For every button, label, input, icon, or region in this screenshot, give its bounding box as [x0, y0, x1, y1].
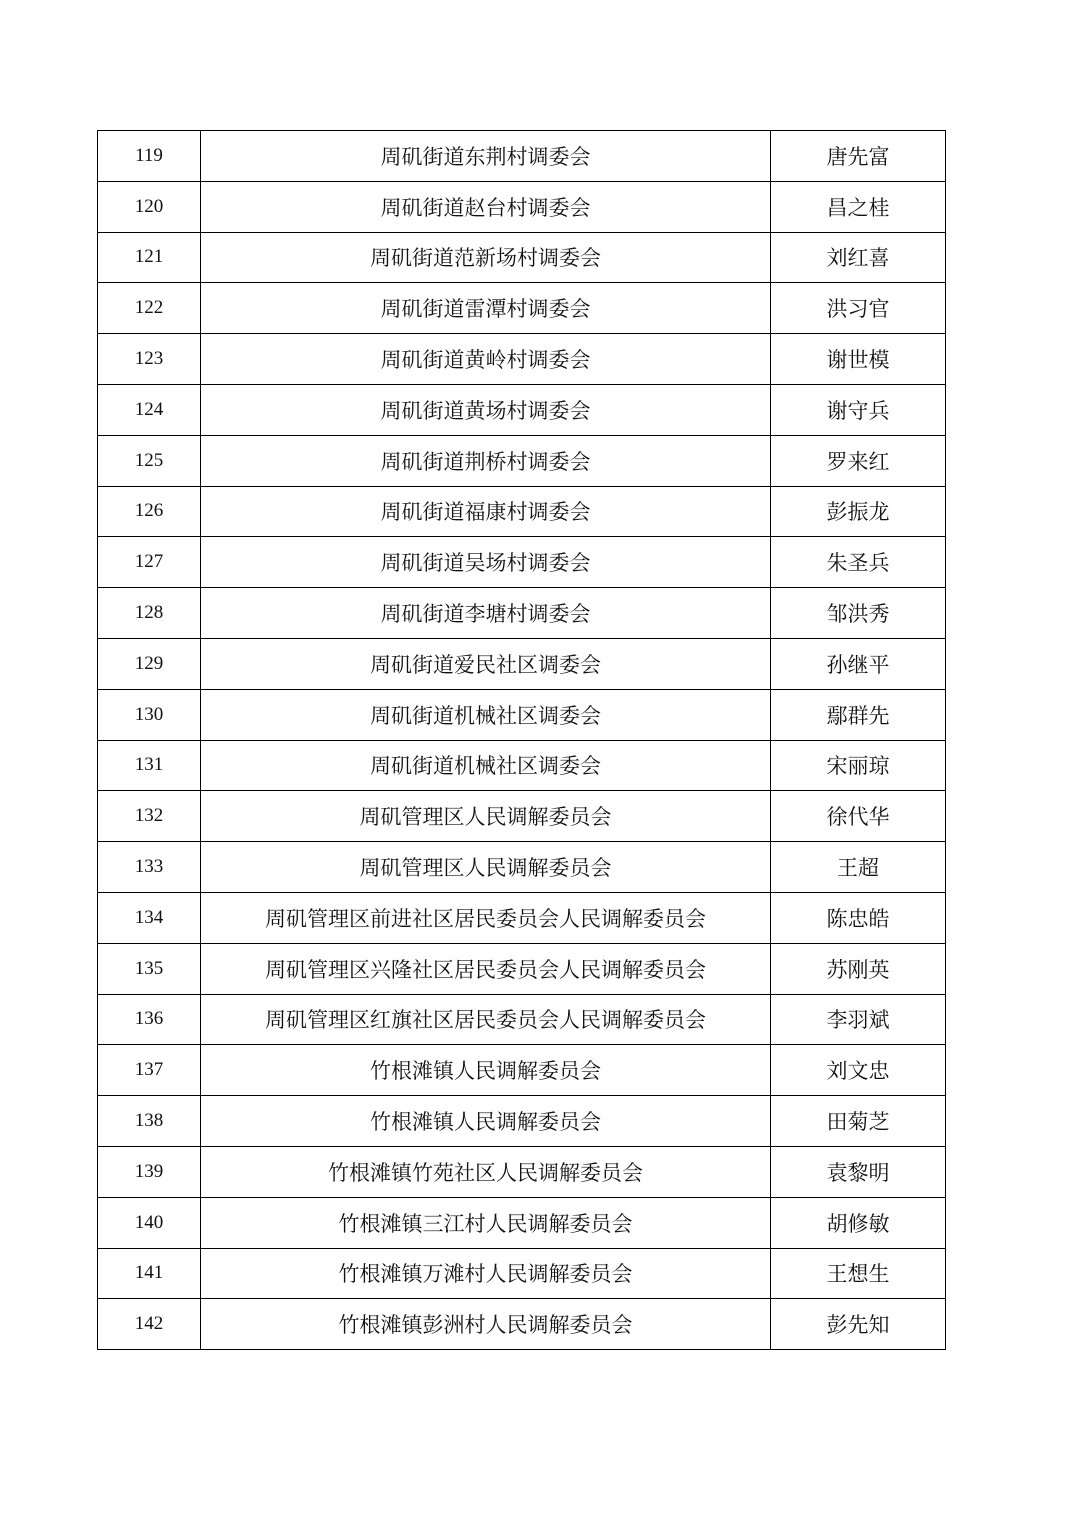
- person-name: 彭振龙: [771, 486, 946, 537]
- row-number: 119: [98, 131, 201, 182]
- table-row: [98, 1248, 946, 1299]
- person-name: 袁黎明: [771, 1146, 946, 1197]
- organization-name: 竹根滩镇彭洲村人民调解委员会: [201, 1299, 771, 1350]
- table-row: [98, 588, 946, 639]
- row-number: 122: [98, 283, 201, 334]
- table-row: [98, 537, 946, 588]
- table-row: [98, 1299, 946, 1350]
- organization-name: 周矶街道范新场村调委会: [201, 232, 771, 283]
- person-name: 谢守兵: [771, 384, 946, 435]
- row-number: 126: [98, 486, 201, 537]
- person-name: 王超: [771, 842, 946, 893]
- roster-body: [98, 131, 946, 1350]
- organization-name: 周矶管理区人民调解委员会: [201, 842, 771, 893]
- row-number: 141: [98, 1248, 201, 1299]
- table-row: [98, 435, 946, 486]
- table-row: [98, 638, 946, 689]
- organization-name: 周矶街道荆桥村调委会: [201, 435, 771, 486]
- person-name: 陈忠皓: [771, 892, 946, 943]
- organization-name: 周矶管理区兴隆社区居民委员会人民调解委员会: [201, 943, 771, 994]
- person-name: 唐先富: [771, 131, 946, 182]
- organization-name: 竹根滩镇万滩村人民调解委员会: [201, 1248, 771, 1299]
- organization-name: 周矶街道爱民社区调委会: [201, 638, 771, 689]
- table-row: [98, 334, 946, 385]
- person-name: 昌之桂: [771, 181, 946, 232]
- row-number: 139: [98, 1146, 201, 1197]
- table-row: [98, 791, 946, 842]
- row-number: 128: [98, 588, 201, 639]
- organization-name: 周矶街道黄岭村调委会: [201, 334, 771, 385]
- organization-name: 周矶管理区人民调解委员会: [201, 791, 771, 842]
- person-name: 谢世模: [771, 334, 946, 385]
- organization-name: 竹根滩镇人民调解委员会: [201, 1045, 771, 1096]
- row-number: 129: [98, 638, 201, 689]
- row-number: 127: [98, 537, 201, 588]
- table-row: [98, 384, 946, 435]
- person-name: 朱圣兵: [771, 537, 946, 588]
- person-name: 田菊芝: [771, 1096, 946, 1147]
- table-row: [98, 740, 946, 791]
- organization-name: 周矶街道李塘村调委会: [201, 588, 771, 639]
- organization-name: 周矶街道机械社区调委会: [201, 740, 771, 791]
- person-name: 洪习官: [771, 283, 946, 334]
- person-name: 鄢群先: [771, 689, 946, 740]
- row-number: 125: [98, 435, 201, 486]
- row-number: 134: [98, 892, 201, 943]
- table-row: [98, 994, 946, 1045]
- row-number: 120: [98, 181, 201, 232]
- organization-name: 竹根滩镇人民调解委员会: [201, 1096, 771, 1147]
- person-name: 彭先知: [771, 1299, 946, 1350]
- table-row: [98, 232, 946, 283]
- person-name: 徐代华: [771, 791, 946, 842]
- organization-name: 周矶街道吴场村调委会: [201, 537, 771, 588]
- organization-name: 周矶街道黄场村调委会: [201, 384, 771, 435]
- organization-name: 周矶街道福康村调委会: [201, 486, 771, 537]
- organization-name: 周矶街道东荆村调委会: [201, 131, 771, 182]
- person-name: 罗来红: [771, 435, 946, 486]
- table-row: [98, 1045, 946, 1096]
- person-name: 邹洪秀: [771, 588, 946, 639]
- mediator-roster-table: [97, 130, 946, 1350]
- person-name: 宋丽琼: [771, 740, 946, 791]
- organization-name: 周矶管理区红旗社区居民委员会人民调解委员会: [201, 994, 771, 1045]
- person-name: 刘文忠: [771, 1045, 946, 1096]
- row-number: 124: [98, 384, 201, 435]
- person-name: 孙继平: [771, 638, 946, 689]
- table-row: [98, 283, 946, 334]
- organization-name: 竹根滩镇竹苑社区人民调解委员会: [201, 1146, 771, 1197]
- row-number: 130: [98, 689, 201, 740]
- table-row: [98, 689, 946, 740]
- row-number: 135: [98, 943, 201, 994]
- table-row: [98, 1197, 946, 1248]
- table-row: [98, 943, 946, 994]
- table-row: [98, 131, 946, 182]
- row-number: 131: [98, 740, 201, 791]
- table-row: [98, 181, 946, 232]
- person-name: 王想生: [771, 1248, 946, 1299]
- row-number: 138: [98, 1096, 201, 1147]
- row-number: 142: [98, 1299, 201, 1350]
- table-row: [98, 486, 946, 537]
- row-number: 137: [98, 1045, 201, 1096]
- row-number: 140: [98, 1197, 201, 1248]
- organization-name: 周矶街道雷潭村调委会: [201, 283, 771, 334]
- row-number: 132: [98, 791, 201, 842]
- table-row: [98, 1096, 946, 1147]
- table-row: [98, 1146, 946, 1197]
- organization-name: 周矶管理区前进社区居民委员会人民调解委员会: [201, 892, 771, 943]
- table-row: [98, 842, 946, 893]
- person-name: 李羽斌: [771, 994, 946, 1045]
- person-name: 刘红喜: [771, 232, 946, 283]
- table-row: [98, 892, 946, 943]
- row-number: 121: [98, 232, 201, 283]
- row-number: 133: [98, 842, 201, 893]
- row-number: 136: [98, 994, 201, 1045]
- organization-name: 竹根滩镇三江村人民调解委员会: [201, 1197, 771, 1248]
- organization-name: 周矶街道赵台村调委会: [201, 181, 771, 232]
- person-name: 胡修敏: [771, 1197, 946, 1248]
- row-number: 123: [98, 334, 201, 385]
- person-name: 苏刚英: [771, 943, 946, 994]
- organization-name: 周矶街道机械社区调委会: [201, 689, 771, 740]
